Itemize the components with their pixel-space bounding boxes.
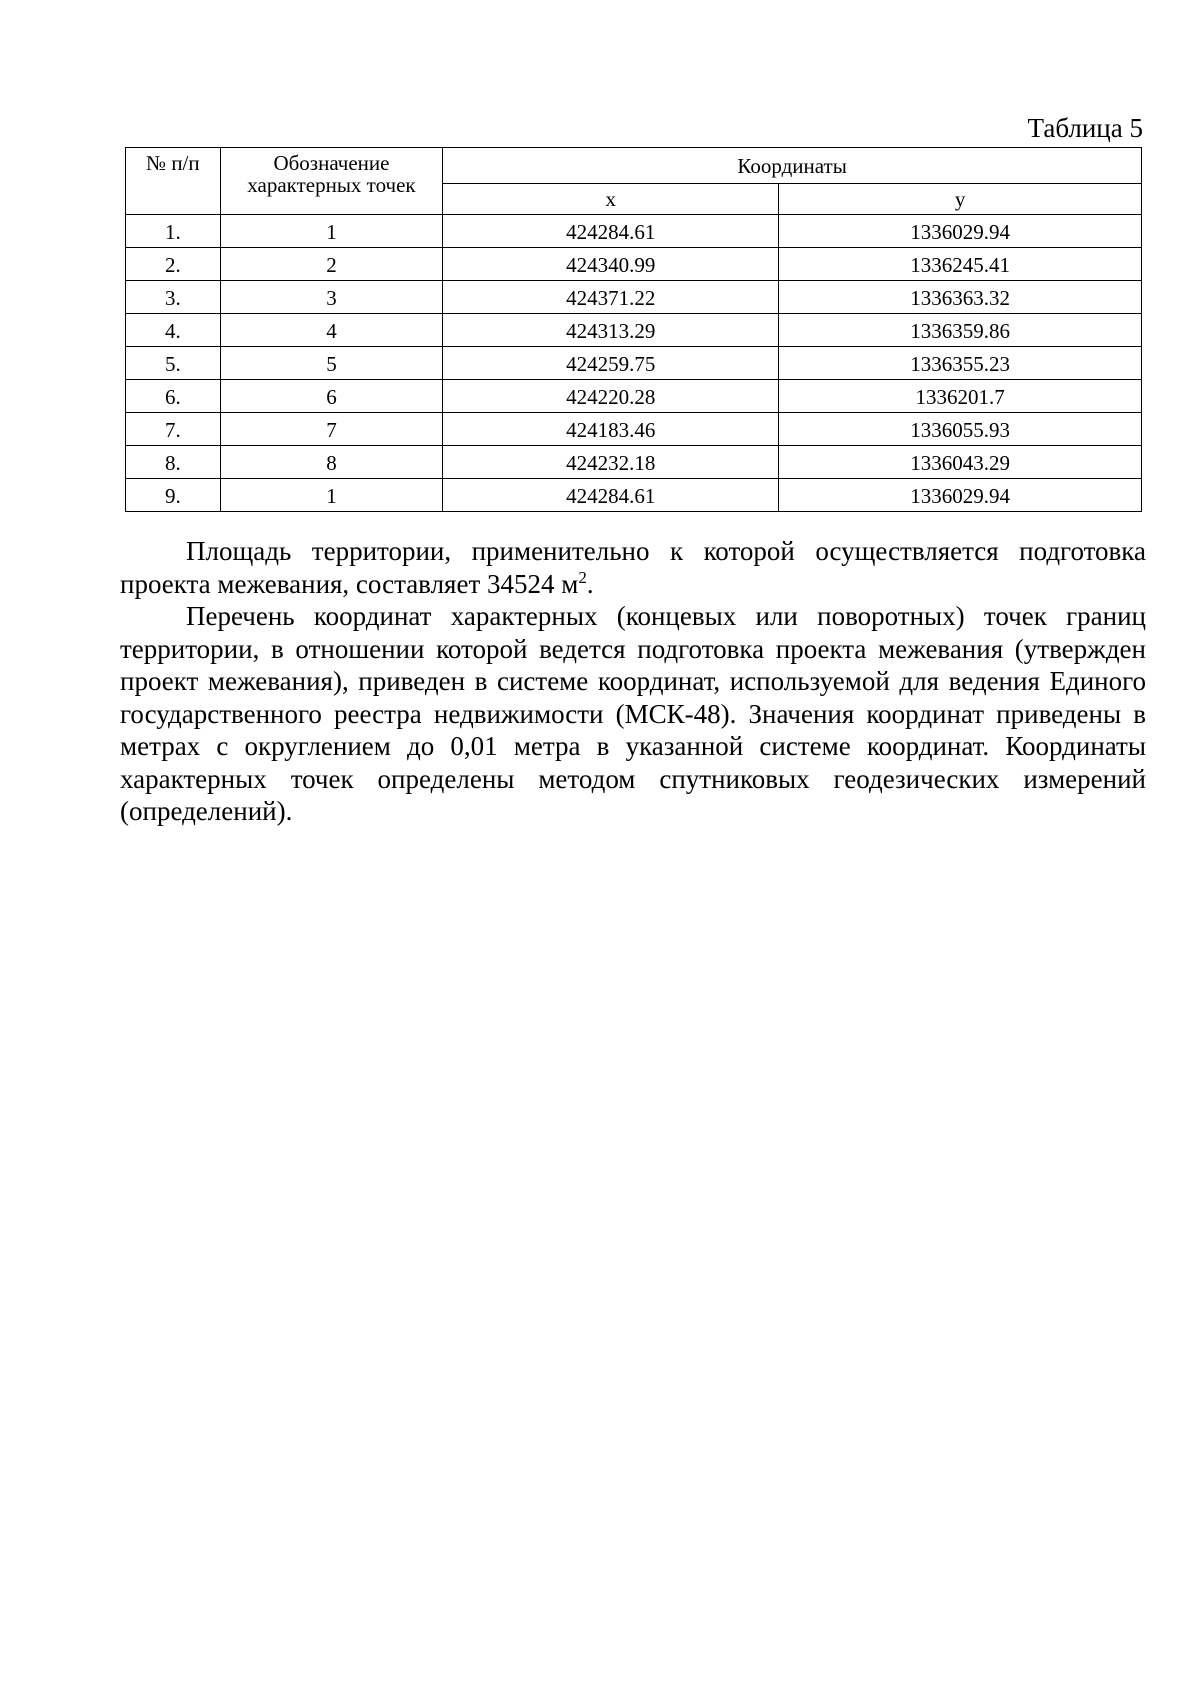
area-text: Площадь территории, применительно к которой осуществляется подготовка проекта межевания, составляет 34524 м <box>120 536 1146 599</box>
header-coordinates: Координаты <box>443 148 1142 184</box>
cell-y: 1336043.29 <box>779 446 1142 479</box>
cell-x: 424220.28 <box>443 380 779 413</box>
cell-y: 1336355.23 <box>779 347 1142 380</box>
cell-y: 1336029.94 <box>779 215 1142 248</box>
cell-num: 9. <box>126 479 221 512</box>
table-row <box>126 281 1142 314</box>
cell-x: 424313.29 <box>443 314 779 347</box>
cell-y: 1336363.32 <box>779 281 1142 314</box>
header-x: x <box>443 184 779 215</box>
area-superscript: 2 <box>578 567 587 587</box>
cell-x: 424183.46 <box>443 413 779 446</box>
cell-point: 2 <box>220 248 443 281</box>
area-paragraph <box>120 535 1146 600</box>
cell-point: 3 <box>220 281 443 314</box>
cell-y: 1336245.41 <box>779 248 1142 281</box>
cell-y: 1336359.86 <box>779 314 1142 347</box>
body-text <box>120 535 1146 828</box>
table-row <box>126 248 1142 281</box>
cell-num: 5. <box>126 347 221 380</box>
cell-point: 1 <box>220 215 443 248</box>
table-row <box>126 314 1142 347</box>
cell-y: 1336029.94 <box>779 479 1142 512</box>
cell-num: 8. <box>126 446 221 479</box>
cell-x: 424340.99 <box>443 248 779 281</box>
cell-point: 8 <box>220 446 443 479</box>
coordinates-table <box>125 147 1142 512</box>
header-y: y <box>779 184 1142 215</box>
header-num: № п/п <box>126 148 221 215</box>
table-row <box>126 380 1142 413</box>
cell-num: 7. <box>126 413 221 446</box>
table-row <box>126 413 1142 446</box>
cell-num: 6. <box>126 380 221 413</box>
table-row <box>126 446 1142 479</box>
cell-num: 4. <box>126 314 221 347</box>
cell-point: 6 <box>220 380 443 413</box>
cell-num: 1. <box>126 215 221 248</box>
coordinates-paragraph: Перечень координат характерных (концевых или поворотных) точек границ территории, в отношении которой ведется подготовка проекта межевания (утвержден проект межевания), приведен в системе координат, используемой для ведения Единого государственного реестра недвижимости (МСК-48). Значения координат приведены в метрах с округлением до 0,01 метра в указанной системе координат. Координаты характерных точек определены методом спутниковых геодезических измерений (определений). <box>120 601 1146 826</box>
cell-x: 424371.22 <box>443 281 779 314</box>
table-row <box>126 347 1142 380</box>
cell-point: 5 <box>220 347 443 380</box>
cell-num: 2. <box>126 248 221 281</box>
cell-point: 1 <box>220 479 443 512</box>
header-point: Обозначение характерных точек <box>220 148 443 215</box>
cell-point: 4 <box>220 314 443 347</box>
table-caption: Таблица 5 <box>1027 113 1143 143</box>
table-row <box>126 479 1142 512</box>
cell-x: 424284.61 <box>443 215 779 248</box>
area-end: . <box>586 568 594 599</box>
cell-num: 3. <box>126 281 221 314</box>
cell-x: 424284.61 <box>443 479 779 512</box>
cell-y: 1336055.93 <box>779 413 1142 446</box>
cell-x: 424259.75 <box>443 347 779 380</box>
cell-point: 7 <box>220 413 443 446</box>
cell-x: 424232.18 <box>443 446 779 479</box>
table-row <box>126 215 1142 248</box>
cell-y: 1336201.7 <box>779 380 1142 413</box>
